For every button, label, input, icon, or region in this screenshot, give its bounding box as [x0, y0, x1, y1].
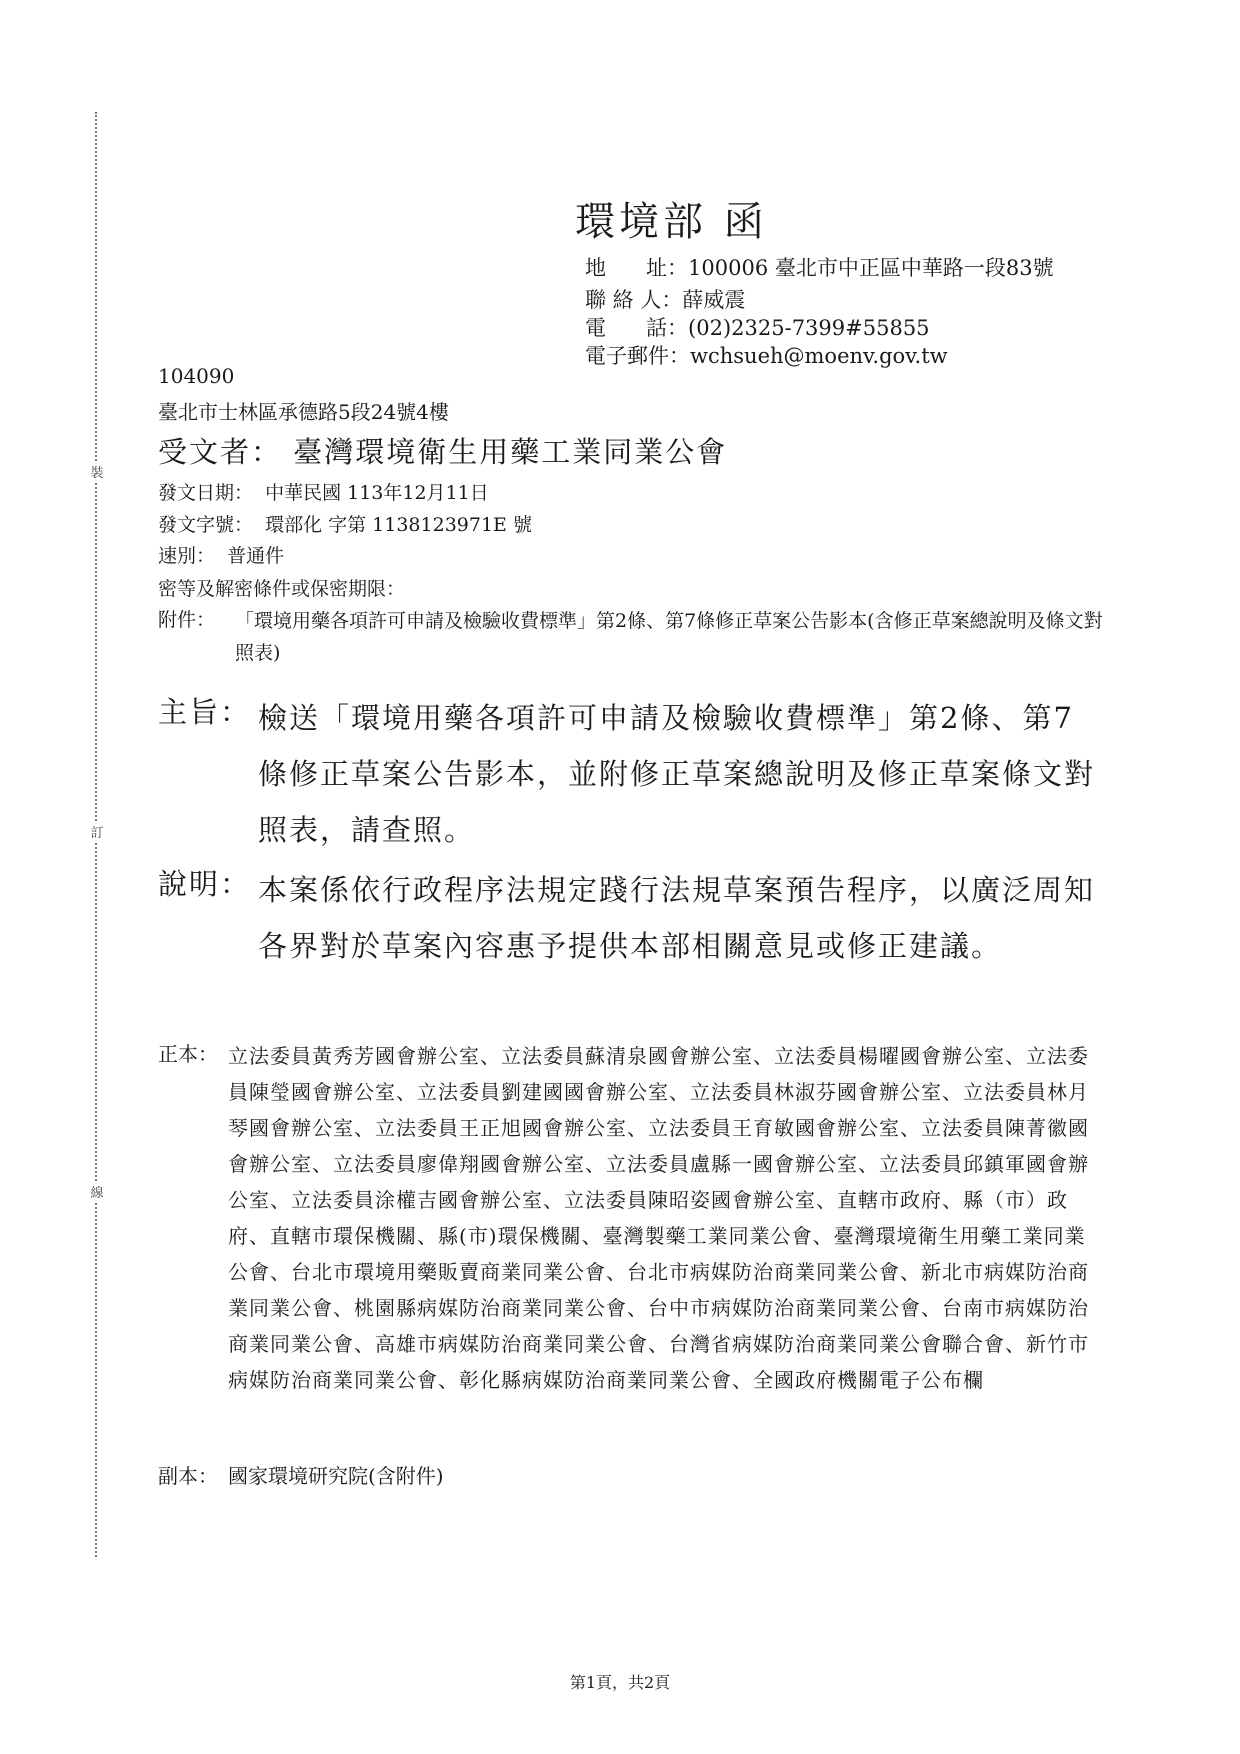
contact-phone: 電 話：(02)2325-7399#55855: [585, 316, 930, 340]
contact-person: 聯 絡 人：薛威震: [585, 288, 746, 312]
binding-mark-xian: 線: [90, 1182, 104, 1201]
secrecy-level: 密等及解密條件或保密期限：: [158, 578, 406, 600]
sender-address: 地 址：100006 臺北市中正區中華路一段83號: [585, 256, 1054, 280]
subject-text: 檢送「環境用藥各項許可申請及檢驗收費標準」第2條、第7條修正草案公告影本，並附修正草案總說明及修正草案條文對照表，請查照。: [258, 701, 1096, 847]
binding-mark-ding: 訂: [90, 822, 104, 841]
recipient-street: 臺北市士林區承德路5段24號4樓: [158, 400, 449, 424]
copy-recipients: 國家環境研究院(含附件): [228, 1464, 444, 1488]
document-title: 環境部 函: [575, 199, 768, 245]
attachment-label: 附件：: [158, 609, 216, 631]
copy-label: 副本：: [158, 1464, 218, 1488]
recipient: 受文者： 臺灣環境衛生用藥工業同業公會: [158, 435, 728, 469]
recipient-postal-code: 104090: [158, 364, 235, 388]
cc-label: 正本：: [158, 1042, 218, 1066]
description-text: 本案係依行政程序法規定踐行法規草案預告程序，以廣泛周知各界對於草案內容惠予提供本部相關意見或修正建議。: [258, 873, 1096, 963]
page-number: 第1頁，共2頁: [569, 1673, 671, 1692]
cc-recipients: 立法委員黃秀芳國會辦公室、立法委員蘇清泉國會辦公室、立法委員楊曜國會辦公室、立法委員陳瑩國會辦公室、立法委員劉建國國會辦公室、立法委員林淑芬國會辦公室、立法委員林月琴國會辦公室、立法委員王正旭國會辦公室、立法委員王育敏國會辦公室、立法委員陳菁徽國會辦公室、立法委員廖偉翔國會辦公室、立法委員盧縣一國會辦公室、立法委員邱鎮軍國會辦公室、立法委員涂權吉國會辦公室、立法委員陳昭姿國會辦公室、直轄市政府、縣（市）政府、直轄市環保機關、縣(市)環保機關、臺灣製藥工業同業公會、臺灣環境衛生用藥工業同業公會、台北市環境用藥販賣商業同業公會、台北市病媒防治商業同業公會、新北市病媒防治商業同業公會、桃園縣病媒防治商業同業公會、台中市病媒防治商業同業公會、台南市病媒防治商業同業公會、高雄市病媒防治商業同業公會、台灣省病媒防治商業同業公會聯合會、新竹市病媒防治商業同業公會、彰化縣病媒防治商業同業公會、全國政府機關電子公布欄: [228, 1044, 1089, 1392]
issue-date: 發文日期： 中華民國 113年12月11日: [158, 482, 489, 504]
subject-label: 主旨：: [158, 695, 252, 729]
description-label: 說明：: [158, 867, 252, 901]
binding-mark-zhuang: 裝: [90, 462, 104, 481]
contact-email: 電子郵件：wchsueh@moenv.gov.tw: [585, 344, 948, 368]
attachment-text: 「環境用藥各項許可申請及檢驗收費標準」第2條、第7條修正草案公告影本(含修正草案總說明及條文對照表): [235, 610, 1103, 664]
document-number: 發文字號： 環部化 字第 1138123971E 號: [158, 514, 532, 536]
urgency: 速別： 普通件: [158, 545, 285, 567]
